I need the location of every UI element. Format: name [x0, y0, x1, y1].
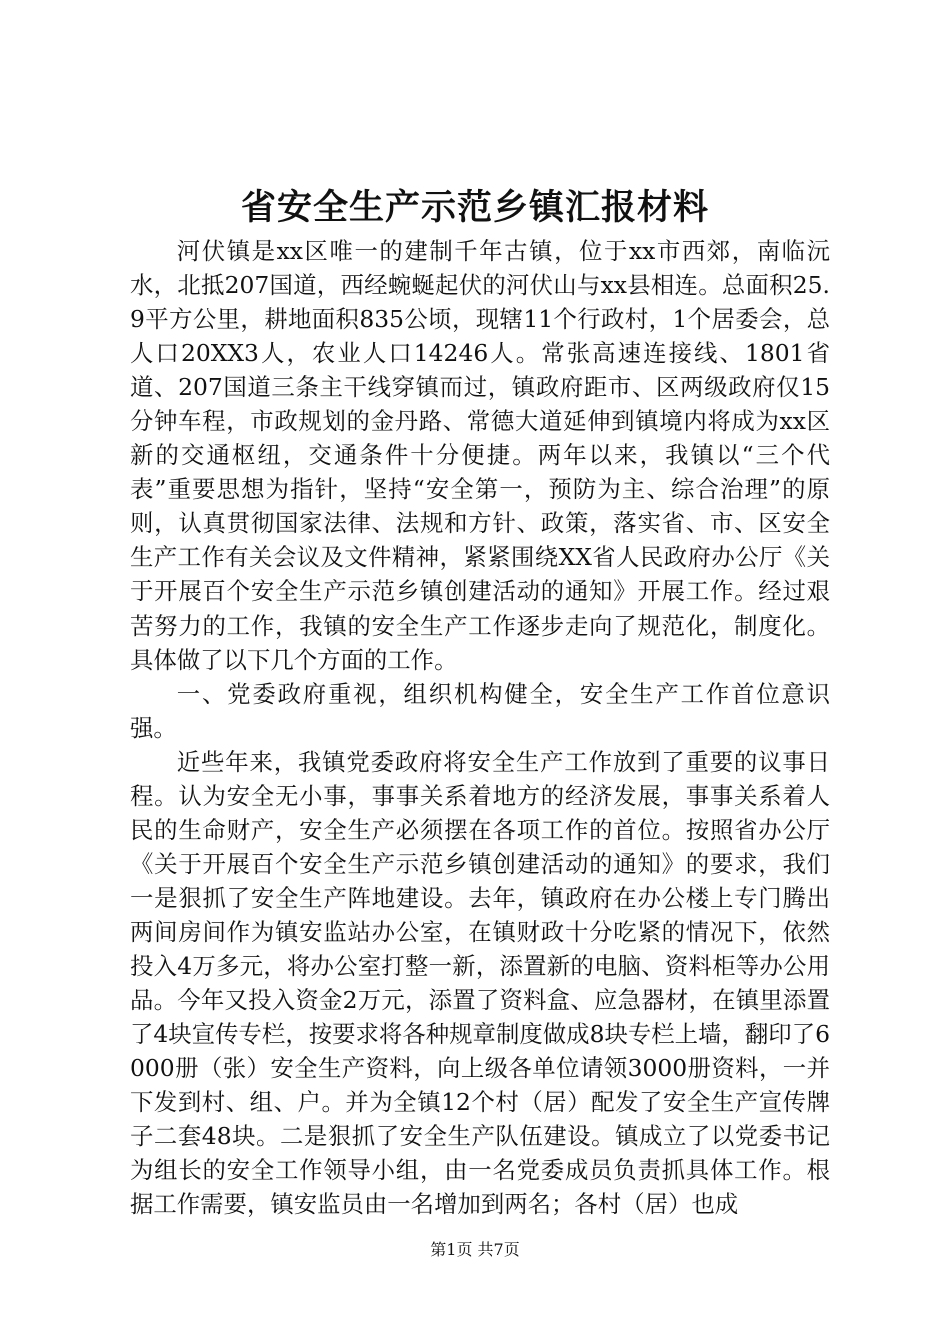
paragraph-intro: 河伏镇是xx区唯一的建制千年古镇，位于xx市西郊，南临沅水，北抵207国道，西经蜿蜒起伏的河伏山与xx县相连。总面积25.9平方公里，耕地面积835公顷，现辖11个行政村，1个居委会，总人口20XX3人，农业人口14246人。常张高速连接线、1801省道、207国道三条主干线穿镇而过，镇政府距市、区两级政府仅15分钟车程，市政规划的金丹路、常德大道延伸到镇境内将成为xx区新的交通枢纽，交通条件十分便捷。两年以来，我镇以“三个代表”重要思想为指针，坚持“安全第一，预防为主、综合治理”的原则，认真贯彻国家法律、法规和方针、政策，落实省、市、区安全生产工作有关会议及文件精神，紧紧围绕XX省人民政府办公厅《关于开展百个安全生产示范乡镇创建活动的通知》开展工作。经过艰苦努力的工作，我镇的安全生产工作逐步走向了规范化，制度化。具体做了以下几个方面的工作。 — [130, 237, 830, 674]
document-title: 省安全生产示范乡镇汇报材料 — [240, 187, 709, 228]
paragraph-section-heading: 一、党委政府重视，组织机构健全，安全生产工作首位意识强。 — [130, 679, 830, 742]
page-footer: 第1页 共7页 — [430, 1240, 520, 1259]
paragraph-section-body: 近些年来，我镇党委政府将安全生产工作放到了重要的议事日程。认为安全无小事，事事关系着地方的经济发展，事事关系着人民的生命财产，安全生产必须摆在各项工作的首位。按照省办公厅《关于开展百个安全生产示范乡镇创建活动的通知》的要求，我们一是狠抓了安全生产阵地建设。去年，镇政府在办公楼上专门腾出两间房间作为镇安监站办公室，在镇财政十分吃紧的情况下，依然投入4万多元，将办公室打整一新，添置新的电脑、资料柜等办公用品。今年又投入资金2万元，添置了资料盒、应急器材，在镇里添置了4块宣传专栏，按要求将各种规章制度做成8块专栏上墙，翻印了6000册（张）安全生产资料，向上级各单位请领3000册资料，一并下发到村、组、户。并为全镇12个村（居）配发了安全生产宣传牌子二套48块。二是狠抓了安全生产队伍建设。镇成立了以党委书记为组长的安全工作领导小组，由一名党委成员负责抓具体工作。根据工作需要，镇安监员由一名增加到两名；各村（居）也成 — [130, 747, 830, 1219]
document-body — [130, 234, 830, 1221]
